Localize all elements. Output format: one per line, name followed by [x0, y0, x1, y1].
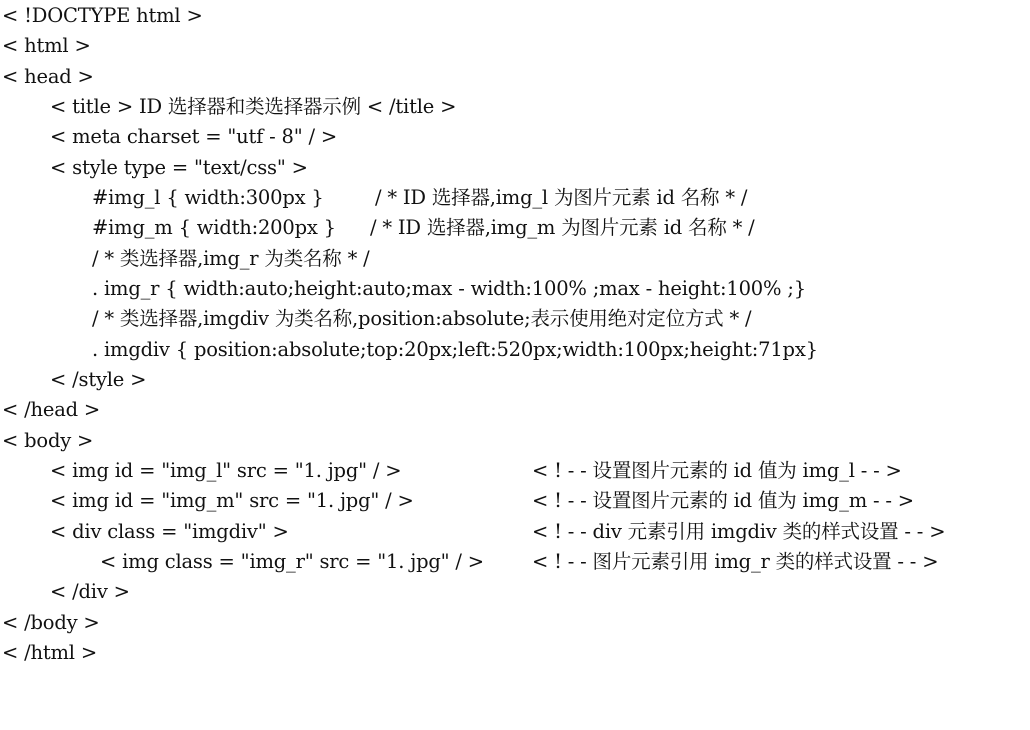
- code-line-css-class-comment: [0, 243, 370, 274]
- css-class-comment: / * 类选择器,img_r 为类名称 * /: [92, 247, 370, 270]
- img-r-comment: < ! - - 图片元素引用 img_r 类的样式设置 - - >: [532, 550, 939, 573]
- css-img-l-rule: #img_l { width:300px }: [92, 186, 324, 209]
- css-img-r-rule: . img_r { width:auto;height:auto;max - width:100% ;max - height:100% ;}: [92, 277, 806, 300]
- code-line-css-img-m: [0, 212, 755, 243]
- code-line-style-close: [0, 364, 147, 395]
- code-line-img-m: [0, 485, 914, 516]
- code-line-css-img-r: [0, 273, 806, 304]
- div-comment: < ! - - div 元素引用 imgdiv 类的样式设置 - - >: [532, 520, 946, 543]
- css-imgdiv-comment: / * 类选择器,imgdiv 为类名称,position:absolute;表示使用绝对定位方式 * /: [92, 307, 752, 330]
- code-line-doctype: [0, 0, 203, 31]
- meta-tag-text: < meta charset = "utf - 8" / >: [50, 125, 338, 148]
- head-close-text: < /head >: [2, 398, 101, 421]
- code-line-head-open: [0, 61, 94, 92]
- doctype-text: < !DOCTYPE html >: [2, 4, 203, 27]
- code-line-css-img-l: [0, 182, 748, 213]
- img-l-tag: < img id = "img_l" src = "1. jpg" / >: [50, 459, 402, 482]
- css-img-m-rule: #img_m { width:200px }: [92, 216, 336, 239]
- code-line-css-imgdiv: [0, 334, 818, 365]
- code-line-div-close: [0, 576, 130, 607]
- html-open-text: < html >: [2, 34, 91, 57]
- div-open-tag: < div class = "imgdiv" >: [50, 520, 289, 543]
- style-open-text: < style type = "text/css" >: [50, 156, 308, 179]
- img-m-tag: < img id = "img_m" src = "1. jpg" / >: [50, 489, 414, 512]
- html-close-text: < /html >: [2, 641, 97, 664]
- css-img-m-comment: / * ID 选择器,img_m 为图片元素 id 名称 * /: [370, 216, 755, 239]
- img-l-comment: < ! - - 设置图片元素的 id 值为 img_l - - >: [532, 459, 902, 482]
- code-line-title: [0, 91, 457, 122]
- code-line-div-open: [0, 516, 946, 547]
- title-tag-text: < title > ID 选择器和类选择器示例 < /title >: [50, 95, 457, 118]
- code-line-head-close: [0, 394, 101, 425]
- code-line-img-l: [0, 455, 902, 486]
- img-r-tag: < img class = "img_r" src = "1. jpg" / >: [100, 550, 484, 573]
- css-imgdiv-rule: . imgdiv { position:absolute;top:20px;left:520px;width:100px;height:71px}: [92, 338, 818, 361]
- code-line-css-imgdiv-comment: [0, 303, 752, 334]
- div-close-text: < /div >: [50, 580, 130, 603]
- code-line-body-open: [0, 425, 94, 456]
- code-line-img-r: [0, 546, 939, 577]
- code-line-meta: [0, 121, 338, 152]
- code-line-html-open: [0, 30, 91, 61]
- body-close-text: < /body >: [2, 611, 100, 634]
- code-line-body-close: [0, 607, 100, 638]
- style-close-text: < /style >: [50, 368, 147, 391]
- code-line-html-close: [0, 637, 97, 668]
- code-line-style-open: [0, 152, 308, 183]
- img-m-comment: < ! - - 设置图片元素的 id 值为 img_m - - >: [532, 489, 914, 512]
- css-img-l-comment: / * ID 选择器,img_l 为图片元素 id 名称 * /: [375, 186, 748, 209]
- head-open-text: < head >: [2, 65, 94, 88]
- body-open-text: < body >: [2, 429, 94, 452]
